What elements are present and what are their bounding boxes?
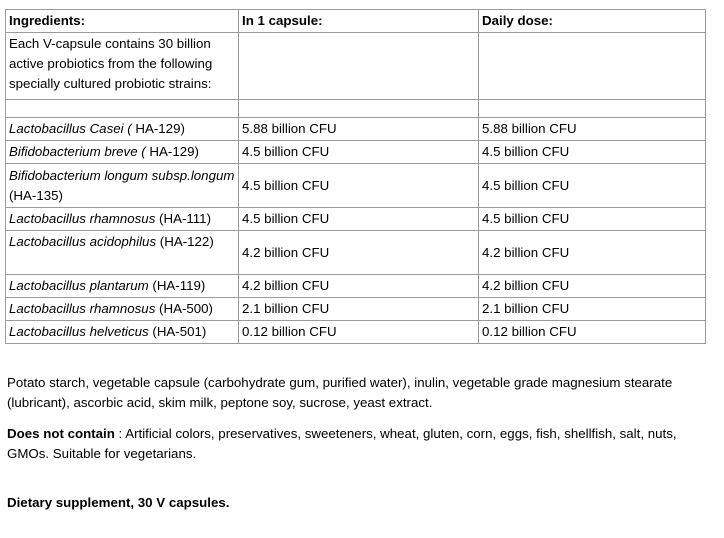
empty-cell: [479, 33, 706, 100]
empty-cell: [6, 100, 239, 118]
strain-name: Lactobacillus Casei (: [9, 121, 132, 136]
table-row: [6, 298, 706, 321]
header-daily-dose: Daily dose:: [479, 10, 706, 33]
strain-cell: [6, 164, 239, 208]
table-header-row: [6, 10, 706, 33]
daily-dose-cell: 4.5 billion CFU: [479, 164, 706, 208]
per-capsule-cell: 4.5 billion CFU: [239, 164, 479, 208]
per-capsule-cell: 4.2 billion CFU: [239, 275, 479, 298]
supplement-line: Dietary supplement, 30 V capsules.: [7, 495, 230, 510]
daily-dose-cell: 4.2 billion CFU: [479, 275, 706, 298]
strain-code: HA-129): [131, 121, 185, 136]
table-row: [6, 321, 706, 344]
per-capsule-cell: 0.12 billion CFU: [239, 321, 479, 344]
empty-cell: [479, 100, 706, 118]
strain-code: (HA-135): [9, 187, 63, 203]
does-not-contain-paragraph: [7, 424, 707, 464]
per-capsule-cell: 2.1 billion CFU: [239, 298, 479, 321]
table-row: [6, 275, 706, 298]
table-row: [6, 118, 706, 141]
per-capsule-cell: 5.88 billion CFU: [239, 118, 479, 141]
ingredients-table: [5, 9, 706, 344]
strain-cell: [6, 298, 239, 321]
table-row: [6, 164, 706, 208]
daily-dose-cell: 4.2 billion CFU: [479, 231, 706, 275]
table-row: [6, 141, 706, 164]
strain-cell: [6, 321, 239, 344]
header-ingredients: Ingredients:: [6, 10, 239, 33]
strain-name: Lactobacillus acidophilus: [9, 234, 157, 249]
does-not-contain-text: : Artificial colors, preservatives, sweeteners, wheat, gluten, corn, eggs, fish, shellfish, salt, nuts, GMOs. Suitable for vegetarians.: [7, 426, 677, 461]
strain-cell: [6, 231, 239, 275]
table-row: [6, 208, 706, 231]
per-capsule-cell: 4.2 billion CFU: [239, 231, 479, 275]
strain-code: (HA-111): [155, 211, 212, 226]
strain-name: Lactobacillus rhamnosus: [9, 301, 156, 316]
per-capsule-cell: 4.5 billion CFU: [239, 208, 479, 231]
daily-dose-cell: 4.5 billion CFU: [479, 208, 706, 231]
daily-dose-cell: 0.12 billion CFU: [479, 321, 706, 344]
strain-code: HA-129): [145, 144, 199, 159]
strain-code: (HA-500): [155, 301, 213, 316]
strain-code: (HA-501): [148, 324, 207, 339]
table-row-intro: [6, 33, 706, 100]
strain-name: Bifidobacterium breve (: [9, 144, 146, 159]
daily-dose-cell: 4.5 billion CFU: [479, 141, 706, 164]
strain-code: (HA-119): [148, 278, 206, 293]
does-not-contain-label: Does not contain: [7, 426, 115, 441]
strain-name: Bifidobacterium longum subsp.longum: [9, 167, 235, 183]
strain-code: (HA-122): [156, 234, 214, 249]
strain-name: Lactobacillus plantarum: [9, 278, 149, 293]
strain-cell: [6, 275, 239, 298]
table-row-spacer: [6, 100, 706, 118]
intro-cell: [6, 33, 239, 100]
strain-cell: [6, 141, 239, 164]
other-ingredients-text: Potato starch, vegetable capsule (carbohydrate gum, purified water), inulin, vegetable grade magnesium stearate (lubricant), ascorbic acid, skim milk, peptone soy, sucrose, yeast extract.: [7, 375, 673, 410]
strain-name: Lactobacillus rhamnosus: [9, 211, 156, 226]
per-capsule-cell: 4.5 billion CFU: [239, 141, 479, 164]
strain-cell: [6, 208, 239, 231]
strain-cell: [6, 118, 239, 141]
strain-name: Lactobacillus helveticus: [9, 324, 149, 339]
intro-text: Each V-capsule contains 30 billion active probiotics from the following specially cultured probiotic strains:: [9, 36, 213, 91]
header-in-1-capsule: In 1 capsule:: [239, 10, 479, 33]
table-row: [6, 231, 706, 275]
empty-cell: [239, 100, 479, 118]
empty-cell: [239, 33, 479, 100]
daily-dose-cell: 2.1 billion CFU: [479, 298, 706, 321]
daily-dose-cell: 5.88 billion CFU: [479, 118, 706, 141]
